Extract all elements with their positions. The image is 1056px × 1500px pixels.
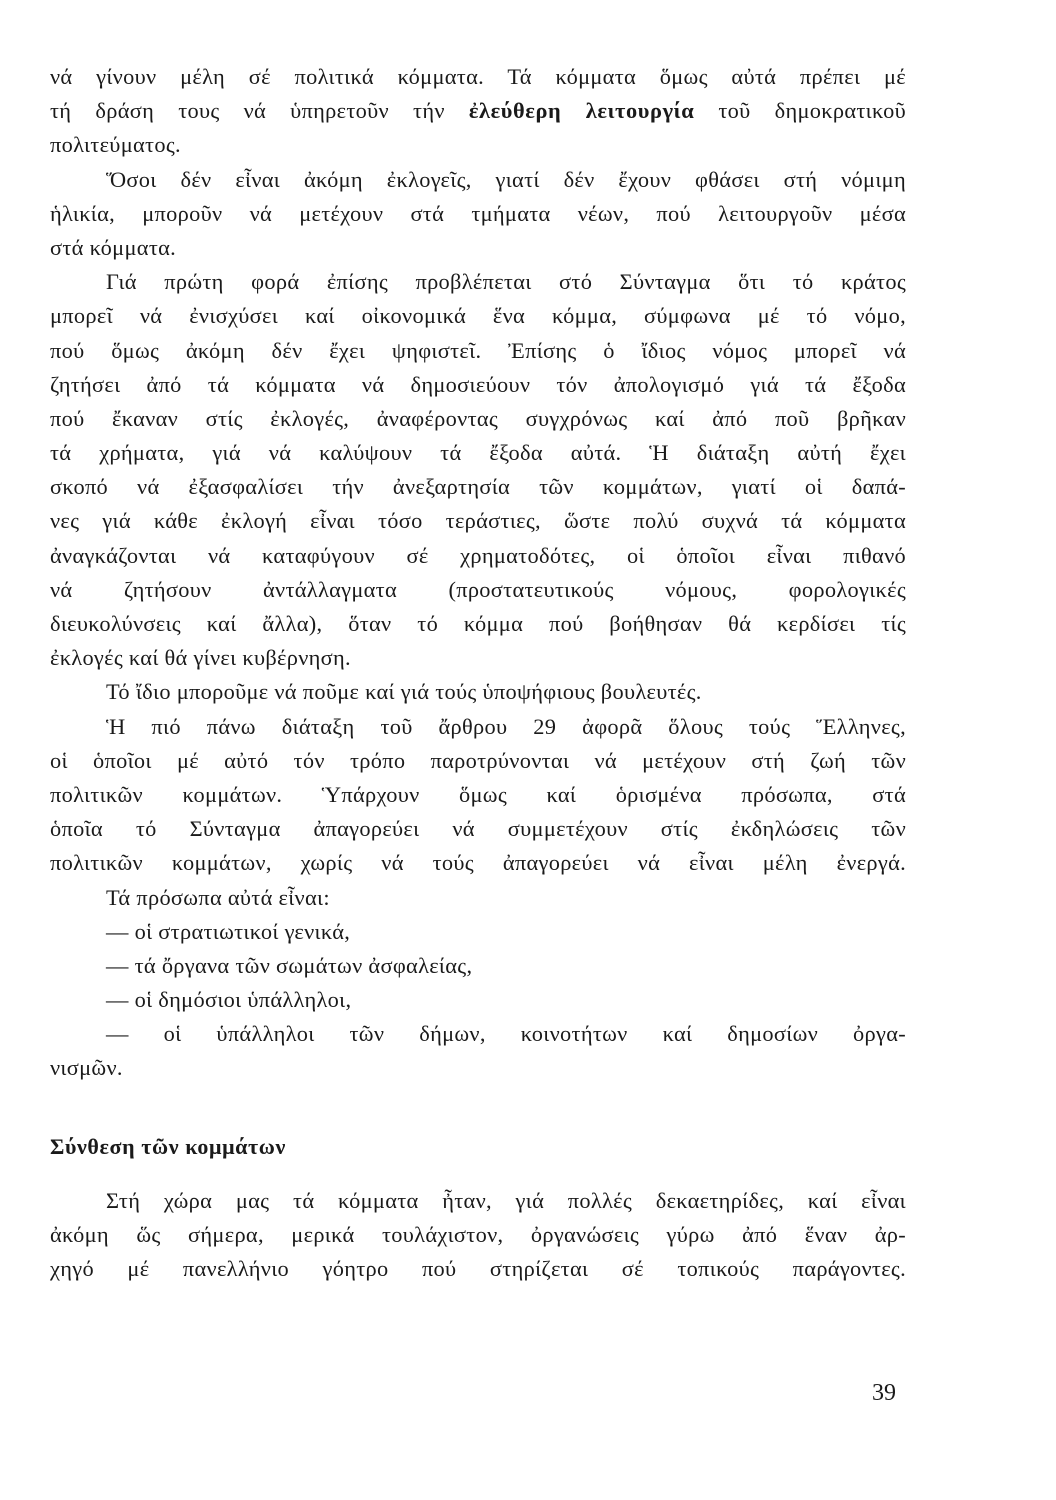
text-run: τή δράση τους νά ὑπηρετοῦν τήν bbox=[50, 98, 469, 124]
text-line: πολιτικῶν κομμάτων. Ὑπάρχουν ὅμως καί ὁρισμένα πρόσωπα, στά bbox=[50, 781, 906, 807]
paragraph bbox=[50, 1184, 906, 1287]
text-line: Τό ἴδιο μποροῦμε νά ποῦμε καί γιά τούς ὑποψήφιους βουλευτές. bbox=[106, 679, 702, 705]
bold-emphasis: ἐλεύθερη λειτουργία bbox=[468, 98, 695, 124]
text-line: ἀναγκάζονται νά καταφύγουν σέ χρηματοδότες, οἱ ὁποῖοι εἶναι πιθανό bbox=[50, 542, 906, 568]
text-line: νά ζητήσουν ἀντάλλαγματα (προστατευτικούς νόμους, φορολογικές bbox=[50, 576, 906, 602]
paragraph bbox=[50, 675, 906, 709]
text-line: ὁποῖα τό Σύνταγμα ἀπαγορεύει νά συμμετέχουν στίς ἐκδηλώσεις τῶν bbox=[50, 816, 906, 842]
text-line: Στή χώρα μας τά κόμματα ἦταν, γιά πολλές δεκαετηρίδες, καί εἶναι bbox=[106, 1187, 906, 1213]
text-line: σκοπό νά ἐξασφαλίσει τήν ἀνεξαρτησία τῶν κομμάτων, γιατί οἱ δαπά- bbox=[50, 474, 906, 500]
list-item-continuation: νισμῶν. bbox=[50, 1055, 123, 1081]
text-line: πού ἔκαναν στίς ἐκλογές, ἀναφέροντας συγχρόνως καί ἀπό ποῦ βρῆκαν bbox=[50, 405, 906, 431]
text-line: τά χρήματα, γιά νά καλύψουν τά ἔξοδα αὐτά. Ἡ διάταξη αὐτή ἔχει bbox=[50, 440, 906, 466]
text-line: στά κόμματα. bbox=[50, 234, 177, 260]
section-heading: Σύνθεση τῶν κομμάτων bbox=[50, 1133, 286, 1159]
list-intro: Τά πρόσωπα αὐτά εἶναι: bbox=[106, 884, 330, 910]
paragraph bbox=[50, 163, 906, 266]
text-line: οἱ ὁποῖοι μέ αὐτό τόν τρόπο παροτρύνονται νά μετέχουν στή ζωή τῶν bbox=[50, 747, 906, 773]
text-line: ἡλικία, μποροῦν νά μετέχουν στά τμήματα νέων, πού λειτουργοῦν μέσα bbox=[50, 200, 906, 226]
paragraph bbox=[50, 265, 906, 675]
text-line: χηγό μέ πανελλήνιο γόητρο πού στηρίζεται σέ τοπικούς παράγοντες. bbox=[50, 1256, 906, 1281]
text-line: πολιτικῶν κομμάτων, χωρίς νά τούς ἀπαγορεύει νά εἶναι μέλη ἐνεργά. bbox=[50, 850, 906, 876]
text-line: νες γιά κάθε ἐκλογή εἶναι τόσο τεράστιες, ὥστε πολύ συχνά τά κόμματα bbox=[50, 508, 906, 534]
list-item: — οἱ στρατιωτικοί γενικά, bbox=[106, 918, 351, 944]
paragraph bbox=[50, 710, 906, 881]
list-block bbox=[50, 881, 906, 1086]
text-line: Ἡ πιό πάνω διάταξη τοῦ ἄρθρου 29 ἀφορᾶ ὅλους τούς Ἕλληνες, bbox=[106, 713, 906, 739]
text-line: ζητήσει ἀπό τά κόμματα νά δημοσιεύουν τόν ἀπολογισμό γιά τά ἔξοδα bbox=[50, 371, 906, 397]
text-line: μπορεῖ νά ἐνισχύσει καί οἰκονομικά ἕνα κόμμα, σύμφωνα μέ τό νόμο, bbox=[50, 303, 906, 329]
text-line: πολιτεύματος. bbox=[50, 132, 181, 158]
list-item: — οἱ ὑπάλληλοι τῶν δήμων, κοινοτήτων καί δημοσίων ὀργα- bbox=[106, 1021, 906, 1047]
text-run: τοῦ δημοκρατικοῦ bbox=[694, 98, 906, 124]
page-number: 39 bbox=[872, 1380, 896, 1406]
text-line: διευκολύνσεις καί ἄλλα), ὅταν τό κόμμα πού βοήθησαν θά κερδίσει τίς bbox=[50, 611, 906, 636]
text-line bbox=[50, 94, 906, 128]
text-line: πού ὅμως ἀκόμη δέν ἔχει ψηφιστεῖ. Ἐπίσης ὁ ἴδιος νόμος μπορεῖ νά bbox=[50, 337, 906, 363]
list-item: — οἱ δημόσιοι ὑπάλληλοι, bbox=[106, 987, 352, 1013]
text-line: Γιά πρώτη φορά ἐπίσης προβλέπεται στό Σύνταγμα ὅτι τό κράτος bbox=[106, 269, 906, 295]
paragraph bbox=[50, 60, 906, 163]
text-line: νά γίνουν μέλη σέ πολιτικά κόμματα. Τά κόμματα ὅμως αὐτά πρέπει μέ bbox=[50, 64, 906, 89]
text-line: Ὅσοι δέν εἶναι ἀκόμη ἐκλογεῖς, γιατί δέν ἔχουν φθάσει στή νόμιμη bbox=[106, 166, 906, 192]
page-body bbox=[50, 60, 906, 1286]
list-item: — τά ὄργανα τῶν σωμάτων ἀσφαλείας, bbox=[106, 952, 473, 978]
text-line: ἀκόμη ὥς σήμερα, μερικά τουλάχιστον, ὀργανώσεις γύρω ἀπό ἕναν ἀρ- bbox=[50, 1221, 906, 1247]
text-line: ἐκλογές καί θά γίνει κυβέρνηση. bbox=[50, 645, 351, 671]
